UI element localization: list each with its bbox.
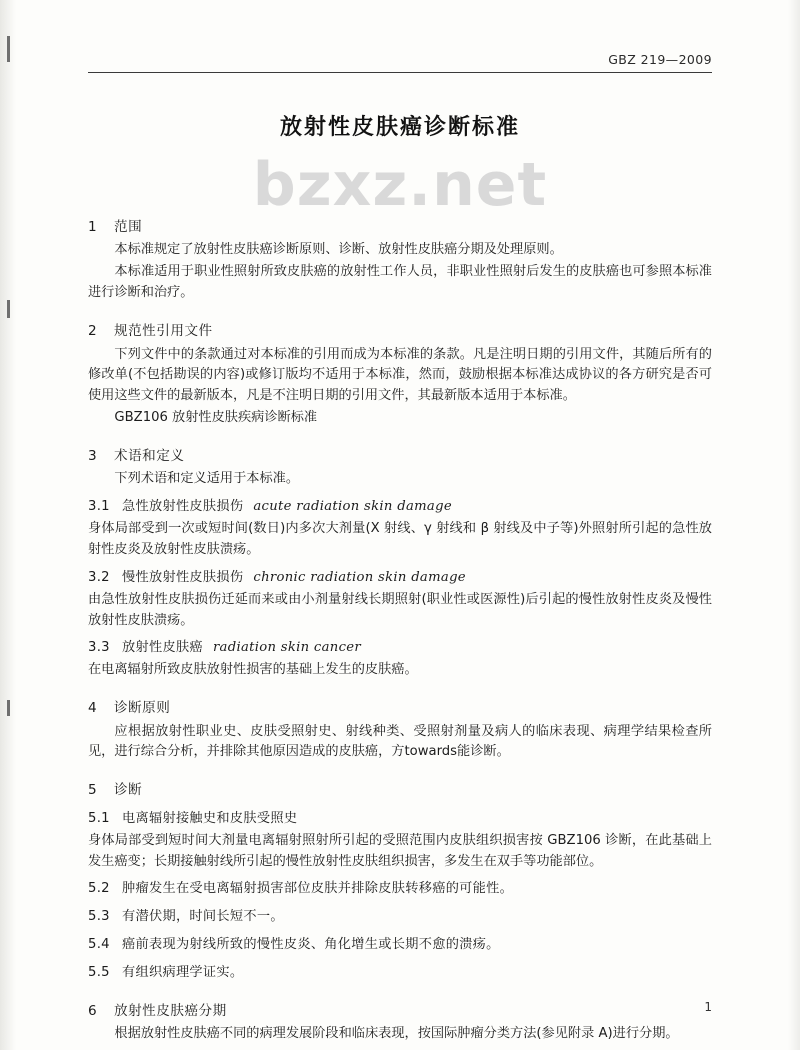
watermark: bzxz.net [252, 150, 548, 220]
reference-document: GBZ106 放射性皮肤疾病诊断标准 [114, 410, 318, 426]
subsection-number: 5.3 [88, 909, 110, 925]
section-heading [88, 446, 712, 467]
subsection-heading [88, 497, 712, 518]
document-body [88, 200, 712, 1046]
subsection-number: 5.4 [88, 937, 110, 953]
section-number: 6 [88, 1002, 98, 1019]
paragraph: 下列术语和定义适用于本标准。 [114, 471, 300, 487]
subsection-heading [88, 907, 712, 928]
section-number: 4 [88, 700, 98, 717]
section-title: 规范性引用文件 [114, 323, 213, 340]
subsection-heading [88, 935, 712, 956]
scan-edge-left [0, 0, 16, 1050]
section-heading [88, 321, 712, 342]
scan-artifact-mark [7, 300, 10, 318]
section-title: 范围 [114, 219, 143, 235]
subsection-heading [88, 963, 712, 984]
subsection-text: 肿瘤发生在受电离辐射损害部位皮肤并排除皮肤转移癌的可能性。 [122, 881, 514, 897]
section-title: 术语和定义 [114, 447, 185, 464]
term-en: chronic radiation skin damage [253, 569, 466, 585]
term-en: acute radiation skin damage [253, 499, 452, 515]
subsection-heading [88, 809, 712, 830]
subsection-text: 有组织病理学证实。 [122, 964, 244, 980]
subsection-number: 3.3 [88, 640, 110, 656]
section-heading [88, 698, 712, 719]
section-title: 诊断 [114, 782, 143, 799]
paragraph: 身体局部受到一次或短时间(数日)内多次大剂量(X 射线、γ 射线和 β 射线及中子等)外照射所引起的急性放射性皮炎及放射性皮肤溃疡。 [88, 521, 712, 557]
term-cn: 慢性放射性皮肤损伤 [122, 569, 244, 585]
section-heading [88, 1001, 712, 1022]
term-cn: 急性放射性皮肤损伤 [122, 499, 244, 515]
term-cn: 放射性皮肤癌 [122, 640, 203, 656]
subsection-number: 3.1 [88, 499, 110, 515]
scan-artifact-mark [7, 700, 10, 716]
paragraph: 身体局部受到短时间大剂量电离辐射照射所引起的受照范围内皮肤组织损害按 GBZ106 诊断，在此基础上发生癌变；长期接触射线所引起的慢性放射性皮肤组织损害，多发生在双手等功能部位。 [88, 832, 712, 869]
section-number: 5 [88, 782, 98, 799]
section-number: 2 [88, 323, 98, 340]
paragraph: 根据放射性皮肤癌不同的病理发展阶段和临床表现，按国际肿瘤分类方法(参见附录 A)进行分期。 [114, 1026, 679, 1042]
section-title: 诊断原则 [114, 700, 171, 717]
paragraph: 本标准适用于职业性照射所致皮肤癌的放射性工作人员，非职业性照射后发生的皮肤癌也可参照本标准进行诊断和治疗。 [88, 264, 712, 301]
section-number: 1 [88, 219, 98, 235]
term-en: radiation skin cancer [212, 640, 361, 656]
section-title: 放射性皮肤癌分期 [114, 1002, 227, 1019]
section-heading [88, 780, 712, 801]
term-cn: 电离辐射接触史和皮肤受照史 [122, 810, 298, 826]
paragraph: 应根据放射性职业史、皮肤受照射史、射线种类、受照射剂量及病人的临床表现、病理学结果检查所见，进行综合分析，并排除其他原因造成的皮肤癌，方towards能诊断。 [88, 723, 712, 760]
subsection-heading [88, 568, 712, 589]
paragraph: 下列文件中的条款通过对本标准的引用而成为本标准的条款。凡是注明日期的引用文件，其随后所有的修改单(不包括勘误的内容)或修订版均不适用于本标准，然而，鼓励根据本标准达成协议的各方研究是否可使用这些文件的最新版本，凡是不注明日期的引用文件，其最新版本适用于本标准。 [88, 346, 712, 404]
paragraph: 本标准规定了放射性皮肤癌诊断原则、诊断、放射性皮肤癌分期及处理原则。 [114, 242, 563, 258]
subsection-heading [88, 638, 712, 659]
page-number: 1 [704, 1000, 712, 1014]
subsection-number: 3.2 [88, 569, 110, 585]
page-title: 放射性皮肤癌诊断标准 [279, 115, 520, 140]
scan-artifact-mark [7, 36, 10, 62]
subsection-heading [88, 879, 712, 900]
subsection-number: 5.1 [88, 810, 110, 826]
scan-edge-right [788, 0, 800, 1050]
paragraph: 由急性放射性皮肤损伤迁延而来或由小剂量射线长期照射(职业性或医源性)后引起的慢性放射性皮炎及慢性放射性皮肤溃疡。 [88, 591, 712, 628]
subsection-number: 5.2 [88, 881, 110, 897]
subsection-text: 有潜伏期，时间长短不一。 [122, 909, 284, 925]
section-heading [88, 217, 712, 238]
paragraph: 在电离辐射所致皮肤放射性损害的基础上发生的皮肤癌。 [88, 662, 418, 678]
subsection-number: 5.5 [88, 964, 110, 980]
header-rule [88, 72, 712, 73]
page-header-standard-code: GBZ 219—2009 [608, 52, 712, 67]
subsection-text: 癌前表现为射线所致的慢性皮炎、角化增生或长期不愈的溃疡。 [122, 937, 500, 953]
section-number: 3 [88, 447, 98, 464]
